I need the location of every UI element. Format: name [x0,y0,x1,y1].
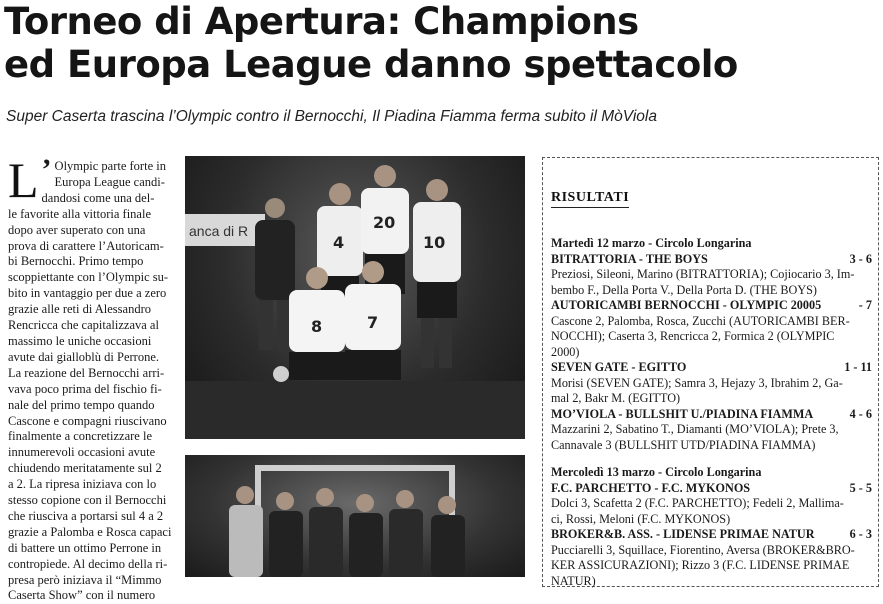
jersey-number: 10 [423,233,446,252]
match-teams: AUTORICAMBI BERNOCCHI - OLYMPIC 20005 [551,298,822,312]
results-title: RISULTATI [551,190,629,208]
article-line: dopo aver superato con una [8,222,146,237]
pitch-ground [185,381,525,439]
article-line: scoppiettante con l’Olympic su- [8,270,169,285]
match-scorers: 2000) [551,344,580,359]
match-scorers: mal 2, Bakr M. (EGITTO) [551,391,681,405]
article-line: avute dai giallоblù di Perrone. [8,349,160,364]
article-line: a 2. La ripresa iniziava con lo [8,477,157,492]
jersey-number: 7 [367,313,379,332]
article-line: massimo le uniche occasioni [8,333,152,348]
match-scorers: Dolci 3, Scafetta 2 (F.C. PARCHETTO); Fedeli 2, Mallima- [551,496,844,510]
article-line: presa però iniziava il “Mimmo [8,572,162,587]
match-scorers: ci, Rossi, Meloni (F.C. MYKONOS) [551,511,731,526]
article-line: Caserta Show” con il numero [8,588,156,603]
day-header: Martedì 12 marzo - Circolo Longarina [551,236,752,250]
team-photo-bottom [185,455,525,577]
article-line: innumerevoli occasioni avute [8,445,156,460]
headline [4,0,883,86]
match-teams: BROKER&B. ASS. - LIDENSE PRIMAE NATUR [551,527,815,541]
day-header: Mercoledì 13 marzo - Circolo Longarina [551,465,762,479]
player-back-4 [413,179,461,368]
article-line: finalmente a concretizzare le [8,429,153,444]
article-line: stesso copione con il Bernocchi [8,493,167,508]
ball [273,366,289,382]
match-row [551,407,876,423]
match-row [551,527,876,543]
article-line: grazie alle reti di Alessandro [8,302,151,317]
match-scorers: Cascone 2, Palomba, Rosca, Zucchi (AUTORICAMBI BER- [551,313,850,328]
headline-line-1: Torneo di Apertura: Champions [4,0,639,43]
article-line: bito in vantaggio per due a zero [8,286,167,301]
match-scorers: Morisi (SEVEN GATE); Samra 3, Hejazy 3, Ibrahim 2, Ga- [551,375,843,390]
article-body [8,152,172,604]
match-row [551,481,876,497]
article-line: grazie a Palomba e Rosca capaci [8,524,172,539]
match-scorers: Preziosi, Sileoni, Marino (BITRATTORIA); Cojiocario 3, Im- [551,267,855,281]
match-teams: BITRATTORIA - THE BOYS [551,251,708,266]
goal-crossbar [255,465,455,471]
article-line: contropiede. Al decimo della ri- [8,556,168,571]
day-separator [551,453,876,465]
match-score: 5 - 5 [849,480,872,495]
article-line: Europa League candi- [54,174,165,189]
jersey-number: 8 [311,317,323,336]
match-scorers: KER ASSICURAZIONI); Rizzo 3 (F.C. LIDENSE PRIMAE [551,558,850,572]
article-line: bi Bernocchi. Primo tempo [8,254,144,269]
match-row [551,298,876,314]
match-row [551,360,876,376]
results-list [551,236,876,589]
match-scorers: NATUR) [551,573,596,588]
match-score: 3 - 6 [849,251,872,266]
match-scorers: Mazzarini 2, Sabatino T., Diamanti (MO’VIOLA); Prete 3, [551,422,839,436]
match-scorers: Pucciarelli 3, Squillace, Fiorentino, Aversa (BROKER&BRO- [551,542,855,557]
match-scorers: Cannavale 3 (BULLSHIT UTD/PIADINA FIAMMA) [551,437,816,452]
article-line: chiudendo meritatamente sul 2 [8,461,162,476]
match-teams: F.C. PARCHETTO - F.C. MYKONOS [551,480,751,495]
article-line: nale del primo tempo quando [8,397,155,412]
match-score: - 7 [858,298,872,312]
match-score: 4 - 6 [849,406,872,421]
match-row [551,252,876,268]
article-line: che riusciva a portarsi sul 4 a 2 [8,508,164,523]
players-row [229,486,465,577]
match-scorers: bembo F., Della Porta V., Della Porta D. (THE BOYS) [551,282,817,297]
match-teams: MO’VIOLA - BULLSHIT U./PIADINA FIAMMA [551,406,814,421]
article-line: La reazione del Bernocchi arri- [8,365,165,380]
article-line: prova di carattere l’Autoricam- [8,238,164,253]
article-line: Cascone e compagni riuscivano [8,413,167,428]
jersey-number: 20 [373,213,396,232]
article-line: Olympic parte forte in [54,159,166,173]
article-line: le favorite alla vittoria finale [8,206,151,221]
article-line: vava poco prima del fischio fi- [8,381,162,396]
match-teams: SEVEN GATE - EGITTO [551,360,687,374]
article-line: Rencricca che capitalizzava al [8,318,159,333]
article-line: dandosi come una del- [41,190,155,205]
drop-cap-apostrophe: ’ [41,153,52,186]
match-score: 6 - 3 [849,527,872,541]
jersey-number: 4 [333,233,345,252]
match-score: 1 - 11 [844,360,872,374]
team-photo-top [185,156,525,439]
drop-cap: L [8,152,39,208]
article-line: di battere un ottimo Perrone in [8,540,162,555]
headline-line-2: ed Europa League danno spettacolo [4,43,738,86]
subtitle: Super Caserta trascina l’Olympic contro il Bernocchi, Il Piadina Fiamma ferma subito il MòViola [6,108,657,125]
article-text [8,152,172,604]
match-scorers: NOCCHI); Caserta 3, Rencricca 2, Formica 2 (OLYMPIC [551,329,835,343]
results-box [542,157,879,587]
team-photo-bottom-drawing [185,455,525,577]
team-photo-top-drawing [185,156,525,439]
sponsor-banner-text: anca di R [189,223,249,239]
